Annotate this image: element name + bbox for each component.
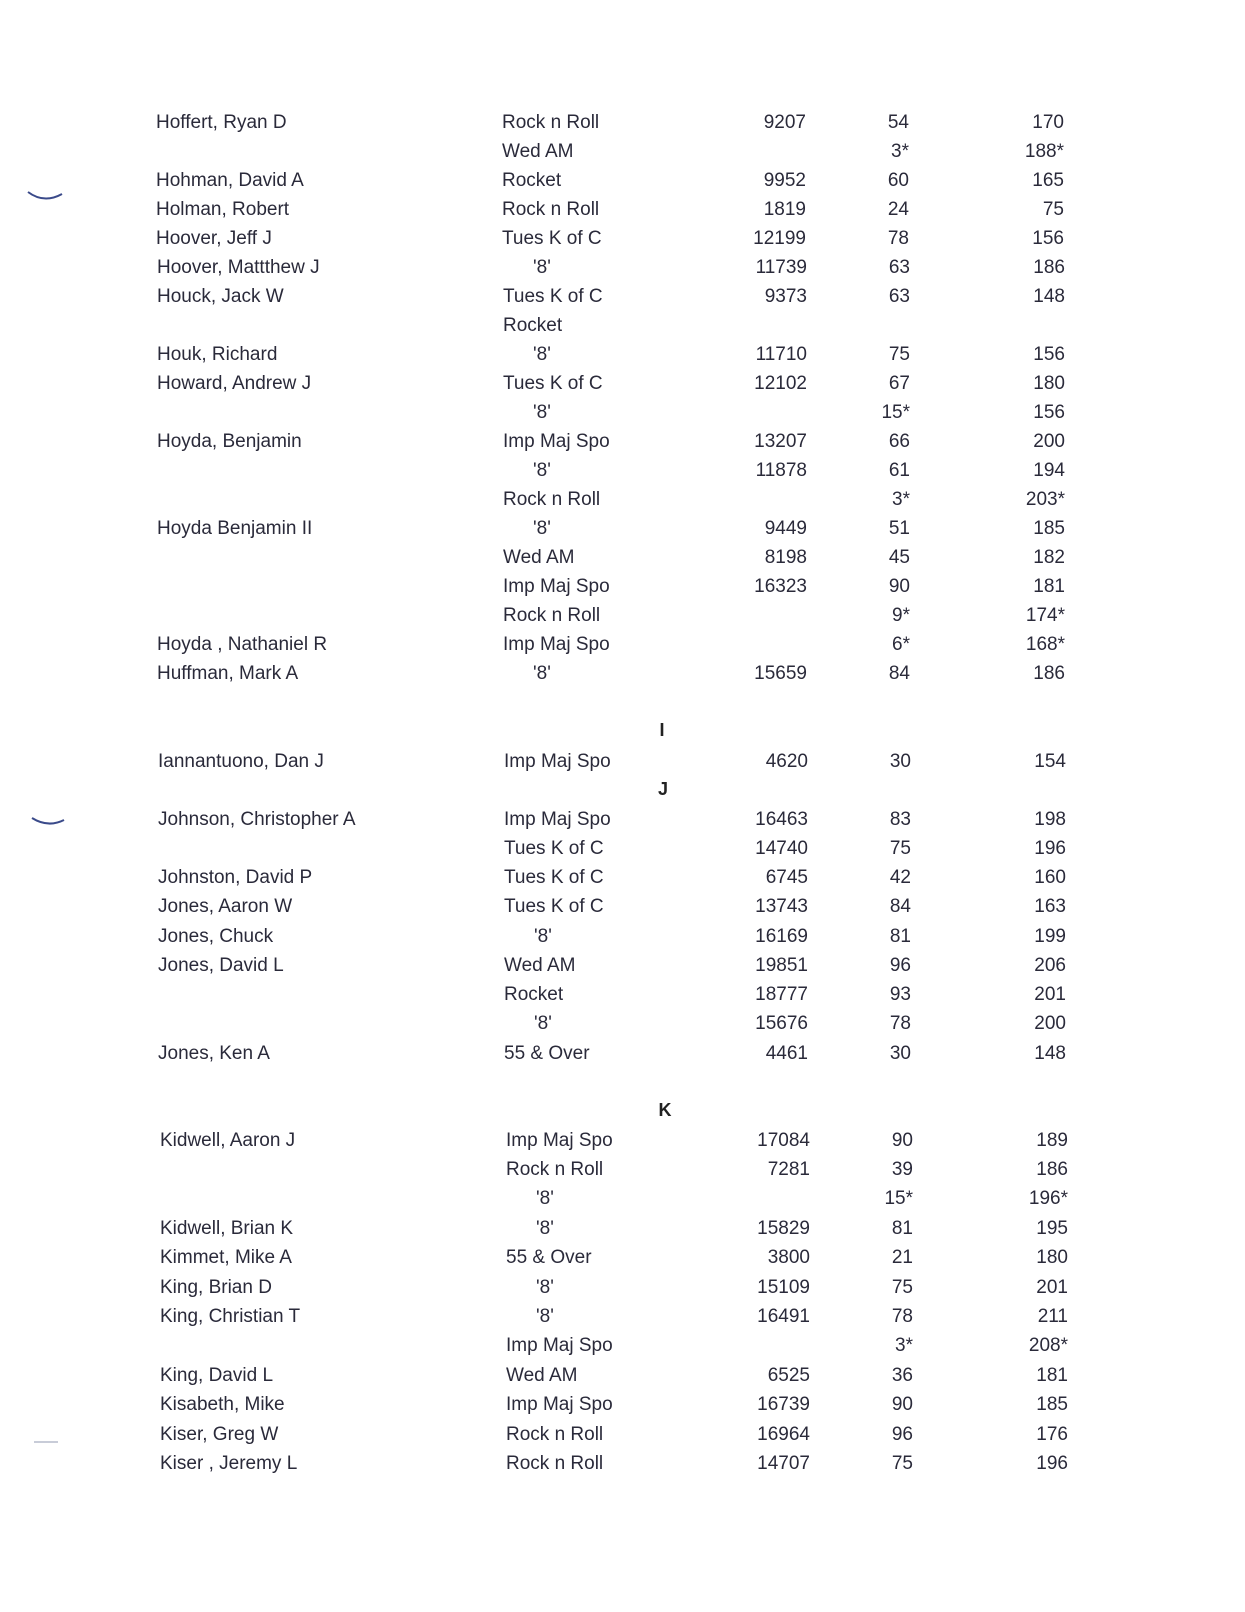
games-count: 3* — [895, 1335, 913, 1356]
league-name: Rock n Roll — [502, 112, 600, 133]
average: 200 — [1033, 431, 1065, 452]
table-row — [0, 224, 1243, 253]
league-name: Imp Maj Spo — [506, 1130, 613, 1151]
league-name: '8' — [533, 402, 551, 423]
table-row — [0, 601, 1244, 630]
league-name: '8' — [534, 926, 552, 947]
total-pins: 11710 — [755, 344, 807, 365]
table-row — [2, 1420, 1245, 1449]
average: 148 — [1034, 1043, 1066, 1064]
table-row — [2, 1449, 1245, 1478]
league-name: Tues K of C — [503, 373, 603, 394]
average: 189 — [1036, 1130, 1068, 1151]
average: 182 — [1033, 547, 1065, 568]
average: 170 — [1032, 112, 1064, 133]
average: 148 — [1033, 286, 1065, 307]
total-pins: 15109 — [757, 1277, 810, 1298]
bowler-name: Kiser, Greg W — [160, 1424, 279, 1445]
average: 75 — [1042, 199, 1064, 220]
average: 201 — [1034, 984, 1066, 1005]
league-name: Wed AM — [502, 141, 574, 162]
total-pins: 16739 — [757, 1394, 810, 1415]
average: 156 — [1032, 228, 1064, 249]
average: 168* — [1025, 634, 1065, 655]
average: 196* — [1028, 1188, 1068, 1209]
games-count: 15* — [881, 402, 910, 423]
table-row — [0, 1039, 1245, 1068]
table-row — [0, 834, 1245, 863]
average: 198 — [1034, 809, 1066, 830]
table-row — [0, 543, 1244, 572]
table-row — [2, 1243, 1245, 1272]
average: 186 — [1033, 663, 1065, 684]
league-name: Rock n Roll — [506, 1159, 604, 1180]
average: 156 — [1033, 402, 1065, 423]
games-count: 96 — [891, 1424, 913, 1445]
total-pins: 14740 — [755, 838, 808, 859]
league-name: Rocket — [502, 170, 562, 191]
bowler-name: Jones, David L — [158, 955, 284, 976]
average: 186 — [1036, 1159, 1068, 1180]
table-row — [0, 1009, 1245, 1038]
bowler-name: Hoover, Jeff J — [156, 228, 272, 249]
bowler-name: Holman, Robert — [156, 199, 290, 220]
table-row — [0, 398, 1244, 427]
games-count: 51 — [888, 518, 910, 539]
total-pins: 15659 — [754, 663, 807, 684]
games-count: 21 — [891, 1247, 913, 1268]
average: 200 — [1034, 1013, 1066, 1034]
games-count: 15* — [884, 1188, 913, 1209]
table-row — [0, 892, 1245, 921]
table-row — [0, 951, 1245, 980]
games-count: 78 — [891, 1306, 913, 1327]
league-name: '8' — [533, 257, 551, 278]
total-pins: 1819 — [763, 199, 806, 220]
average: 194 — [1033, 460, 1065, 481]
total-pins: 4461 — [765, 1043, 808, 1064]
bowler-name: Hoffert, Ryan D — [156, 112, 287, 133]
total-pins: 17084 — [757, 1130, 810, 1151]
table-row — [0, 922, 1245, 951]
games-count: 84 — [888, 663, 910, 684]
games-count: 96 — [889, 955, 911, 976]
average: 196 — [1036, 1453, 1068, 1474]
average: 188* — [1024, 141, 1064, 162]
average: 176 — [1036, 1424, 1068, 1445]
average: 165 — [1032, 170, 1064, 191]
league-name: Rock n Roll — [503, 605, 601, 626]
table-row — [0, 137, 1243, 166]
league-name: Wed AM — [503, 547, 575, 568]
total-pins: 14707 — [757, 1453, 810, 1474]
average: 180 — [1036, 1247, 1068, 1268]
games-count: 30 — [889, 1043, 911, 1064]
league-name: Imp Maj Spo — [503, 431, 610, 452]
games-count: 78 — [889, 1013, 911, 1034]
total-pins: 3800 — [767, 1247, 810, 1268]
table-row — [2, 1184, 1245, 1213]
league-name: '8' — [533, 518, 551, 539]
bowler-name: King, David L — [160, 1365, 274, 1386]
games-count: 75 — [889, 838, 911, 859]
league-name: '8' — [536, 1306, 554, 1327]
average: 195 — [1036, 1218, 1068, 1239]
games-count: 61 — [888, 460, 910, 481]
table-row — [0, 427, 1244, 456]
games-count: 24 — [887, 199, 909, 220]
section-letter-j: J — [657, 779, 668, 799]
total-pins: 16964 — [757, 1424, 810, 1445]
bowler-name: Jones, Chuck — [158, 926, 274, 947]
table-row — [2, 1155, 1245, 1184]
bowler-name: Jones, Aaron W — [158, 896, 293, 917]
section-letter-k: K — [658, 1100, 672, 1120]
total-pins: 4620 — [765, 751, 808, 772]
games-count: 3* — [891, 141, 909, 162]
games-count: 90 — [888, 576, 910, 597]
total-pins: 19851 — [755, 955, 808, 976]
games-count: 90 — [891, 1130, 913, 1151]
league-name: '8' — [533, 663, 551, 684]
table-row — [0, 630, 1244, 659]
bowler-name: Houk, Richard — [157, 344, 278, 365]
total-pins: 16169 — [755, 926, 808, 947]
average: 174* — [1025, 605, 1065, 626]
games-count: 75 — [888, 344, 910, 365]
table-row — [0, 108, 1243, 137]
total-pins: 8198 — [764, 547, 807, 568]
games-count: 83 — [889, 809, 911, 830]
table-row — [0, 311, 1244, 340]
games-count: 36 — [891, 1365, 913, 1386]
bowler-name: King, Christian T — [160, 1306, 301, 1327]
games-count: 67 — [888, 373, 910, 394]
bowler-name: Hoyda, Benjamin — [157, 431, 302, 452]
average: 181 — [1036, 1365, 1068, 1386]
total-pins: 9449 — [764, 518, 807, 539]
total-pins: 13743 — [755, 896, 808, 917]
table-row — [0, 195, 1243, 224]
table-row — [2, 1214, 1245, 1243]
bowler-name: Hoyda , Nathaniel R — [157, 634, 328, 655]
table-row — [0, 747, 1245, 776]
league-name: Imp Maj Spo — [506, 1335, 613, 1356]
games-count: 75 — [891, 1453, 913, 1474]
games-count: 75 — [891, 1277, 913, 1298]
league-name: 55 & Over — [504, 1043, 590, 1064]
table-row — [0, 166, 1243, 195]
table-row — [0, 572, 1244, 601]
total-pins: 18777 — [755, 984, 808, 1005]
games-count: 78 — [887, 228, 909, 249]
table-row — [0, 805, 1245, 834]
table-row — [0, 340, 1244, 369]
table-row — [0, 282, 1244, 311]
section-letter-i: I — [659, 720, 665, 740]
average: 203* — [1025, 489, 1065, 510]
games-count: 63 — [888, 257, 910, 278]
total-pins: 6745 — [765, 867, 808, 888]
league-name: Tues K of C — [502, 228, 602, 249]
average: 201 — [1036, 1277, 1068, 1298]
total-pins: 16323 — [754, 576, 807, 597]
total-pins: 9207 — [763, 112, 806, 133]
bowler-name: King, Brian D — [160, 1277, 272, 1298]
bowler-name: Hoyda Benjamin II — [157, 518, 313, 539]
league-name: Imp Maj Spo — [504, 751, 611, 772]
bowler-name: Kimmet, Mike A — [160, 1247, 292, 1268]
average: 186 — [1033, 257, 1065, 278]
league-name: '8' — [536, 1188, 554, 1209]
bowler-name: Kidwell, Aaron J — [160, 1130, 296, 1151]
table-row — [0, 980, 1245, 1009]
average: 211 — [1037, 1306, 1068, 1327]
league-name: Imp Maj Spo — [504, 809, 611, 830]
bowler-name: Iannantuono, Dan J — [158, 751, 324, 772]
games-count: 93 — [889, 984, 911, 1005]
bowler-name: Kisabeth, Mike — [160, 1394, 285, 1415]
average: 180 — [1033, 373, 1065, 394]
average: 160 — [1034, 867, 1066, 888]
bowler-name: Johnston, David P — [158, 867, 313, 888]
games-count: 30 — [889, 751, 911, 772]
average: 185 — [1033, 518, 1065, 539]
league-name: Tues K of C — [504, 838, 604, 859]
table-row — [0, 659, 1244, 688]
table-row — [0, 369, 1244, 398]
total-pins: 16491 — [757, 1306, 810, 1327]
league-name: Wed AM — [504, 955, 576, 976]
table-row — [2, 1302, 1245, 1331]
table-row — [2, 1361, 1245, 1390]
league-name: Rock n Roll — [506, 1453, 604, 1474]
average: 163 — [1034, 896, 1066, 917]
bowler-name: Jones, Ken A — [158, 1043, 270, 1064]
games-count: 39 — [891, 1159, 913, 1180]
average: 154 — [1034, 751, 1066, 772]
total-pins: 9952 — [763, 170, 806, 191]
games-count: 90 — [891, 1394, 913, 1415]
games-count: 54 — [887, 112, 909, 133]
league-name: Tues K of C — [504, 896, 604, 917]
table-row — [0, 253, 1244, 282]
games-count: 63 — [888, 286, 910, 307]
bowler-name: Kiser , Jeremy L — [160, 1453, 298, 1474]
league-name: '8' — [534, 1013, 552, 1034]
games-count: 84 — [889, 896, 911, 917]
average: 156 — [1033, 344, 1065, 365]
bowler-name: Hoover, Mattthew J — [157, 257, 320, 278]
games-count: 9* — [892, 605, 910, 626]
games-count: 81 — [891, 1218, 913, 1239]
total-pins: 15676 — [755, 1013, 808, 1034]
total-pins: 12102 — [754, 373, 807, 394]
table-row — [2, 1273, 1245, 1302]
bowler-name: Howard, Andrew J — [157, 373, 312, 394]
total-pins: 13207 — [754, 431, 807, 452]
league-name: Rocket — [504, 984, 564, 1005]
bowler-name: Kidwell, Brian K — [160, 1218, 294, 1239]
league-name: Rocket — [503, 315, 563, 336]
table-row — [0, 456, 1244, 485]
league-name: '8' — [536, 1218, 554, 1239]
total-pins: 15829 — [757, 1218, 810, 1239]
games-count: 66 — [888, 431, 910, 452]
league-name: '8' — [533, 460, 551, 481]
average: 208* — [1028, 1335, 1068, 1356]
league-name: Rock n Roll — [506, 1424, 604, 1445]
league-name: Imp Maj Spo — [503, 576, 610, 597]
average: 181 — [1033, 576, 1065, 597]
league-name: Imp Maj Spo — [503, 634, 610, 655]
league-name: Wed AM — [506, 1365, 578, 1386]
bowler-name: Hohman, David A — [156, 170, 304, 191]
total-pins: 6525 — [767, 1365, 810, 1386]
league-name: Tues K of C — [504, 867, 604, 888]
league-name: Rock n Roll — [502, 199, 600, 220]
bowler-name: Johnson, Christopher A — [158, 809, 356, 830]
table-row — [0, 863, 1245, 892]
table-row — [0, 485, 1244, 514]
games-count: 60 — [887, 170, 909, 191]
table-row — [0, 514, 1244, 543]
average: 199 — [1034, 926, 1066, 947]
league-name: '8' — [533, 344, 551, 365]
table-row — [2, 1390, 1245, 1419]
games-count: 81 — [889, 926, 911, 947]
table-row — [2, 1126, 1245, 1155]
total-pins: 11878 — [755, 460, 807, 481]
total-pins: 11739 — [755, 257, 807, 278]
games-count: 45 — [888, 547, 910, 568]
league-name: Rock n Roll — [503, 489, 601, 510]
total-pins: 7281 — [767, 1159, 810, 1180]
average: 196 — [1034, 838, 1066, 859]
games-count: 42 — [889, 867, 911, 888]
league-name: Imp Maj Spo — [506, 1394, 613, 1415]
total-pins: 16463 — [755, 809, 808, 830]
bowler-name: Houck, Jack W — [157, 286, 284, 307]
league-name: Tues K of C — [503, 286, 603, 307]
games-count: 6* — [892, 634, 910, 655]
total-pins: 12199 — [753, 228, 806, 249]
table-row — [2, 1331, 1245, 1360]
league-name: 55 & Over — [506, 1247, 592, 1268]
total-pins: 9373 — [764, 286, 807, 307]
bowler-name: Huffman, Mark A — [157, 663, 299, 684]
games-count: 3* — [892, 489, 910, 510]
average: 185 — [1036, 1394, 1068, 1415]
league-name: '8' — [536, 1277, 554, 1298]
average: 206 — [1034, 955, 1066, 976]
